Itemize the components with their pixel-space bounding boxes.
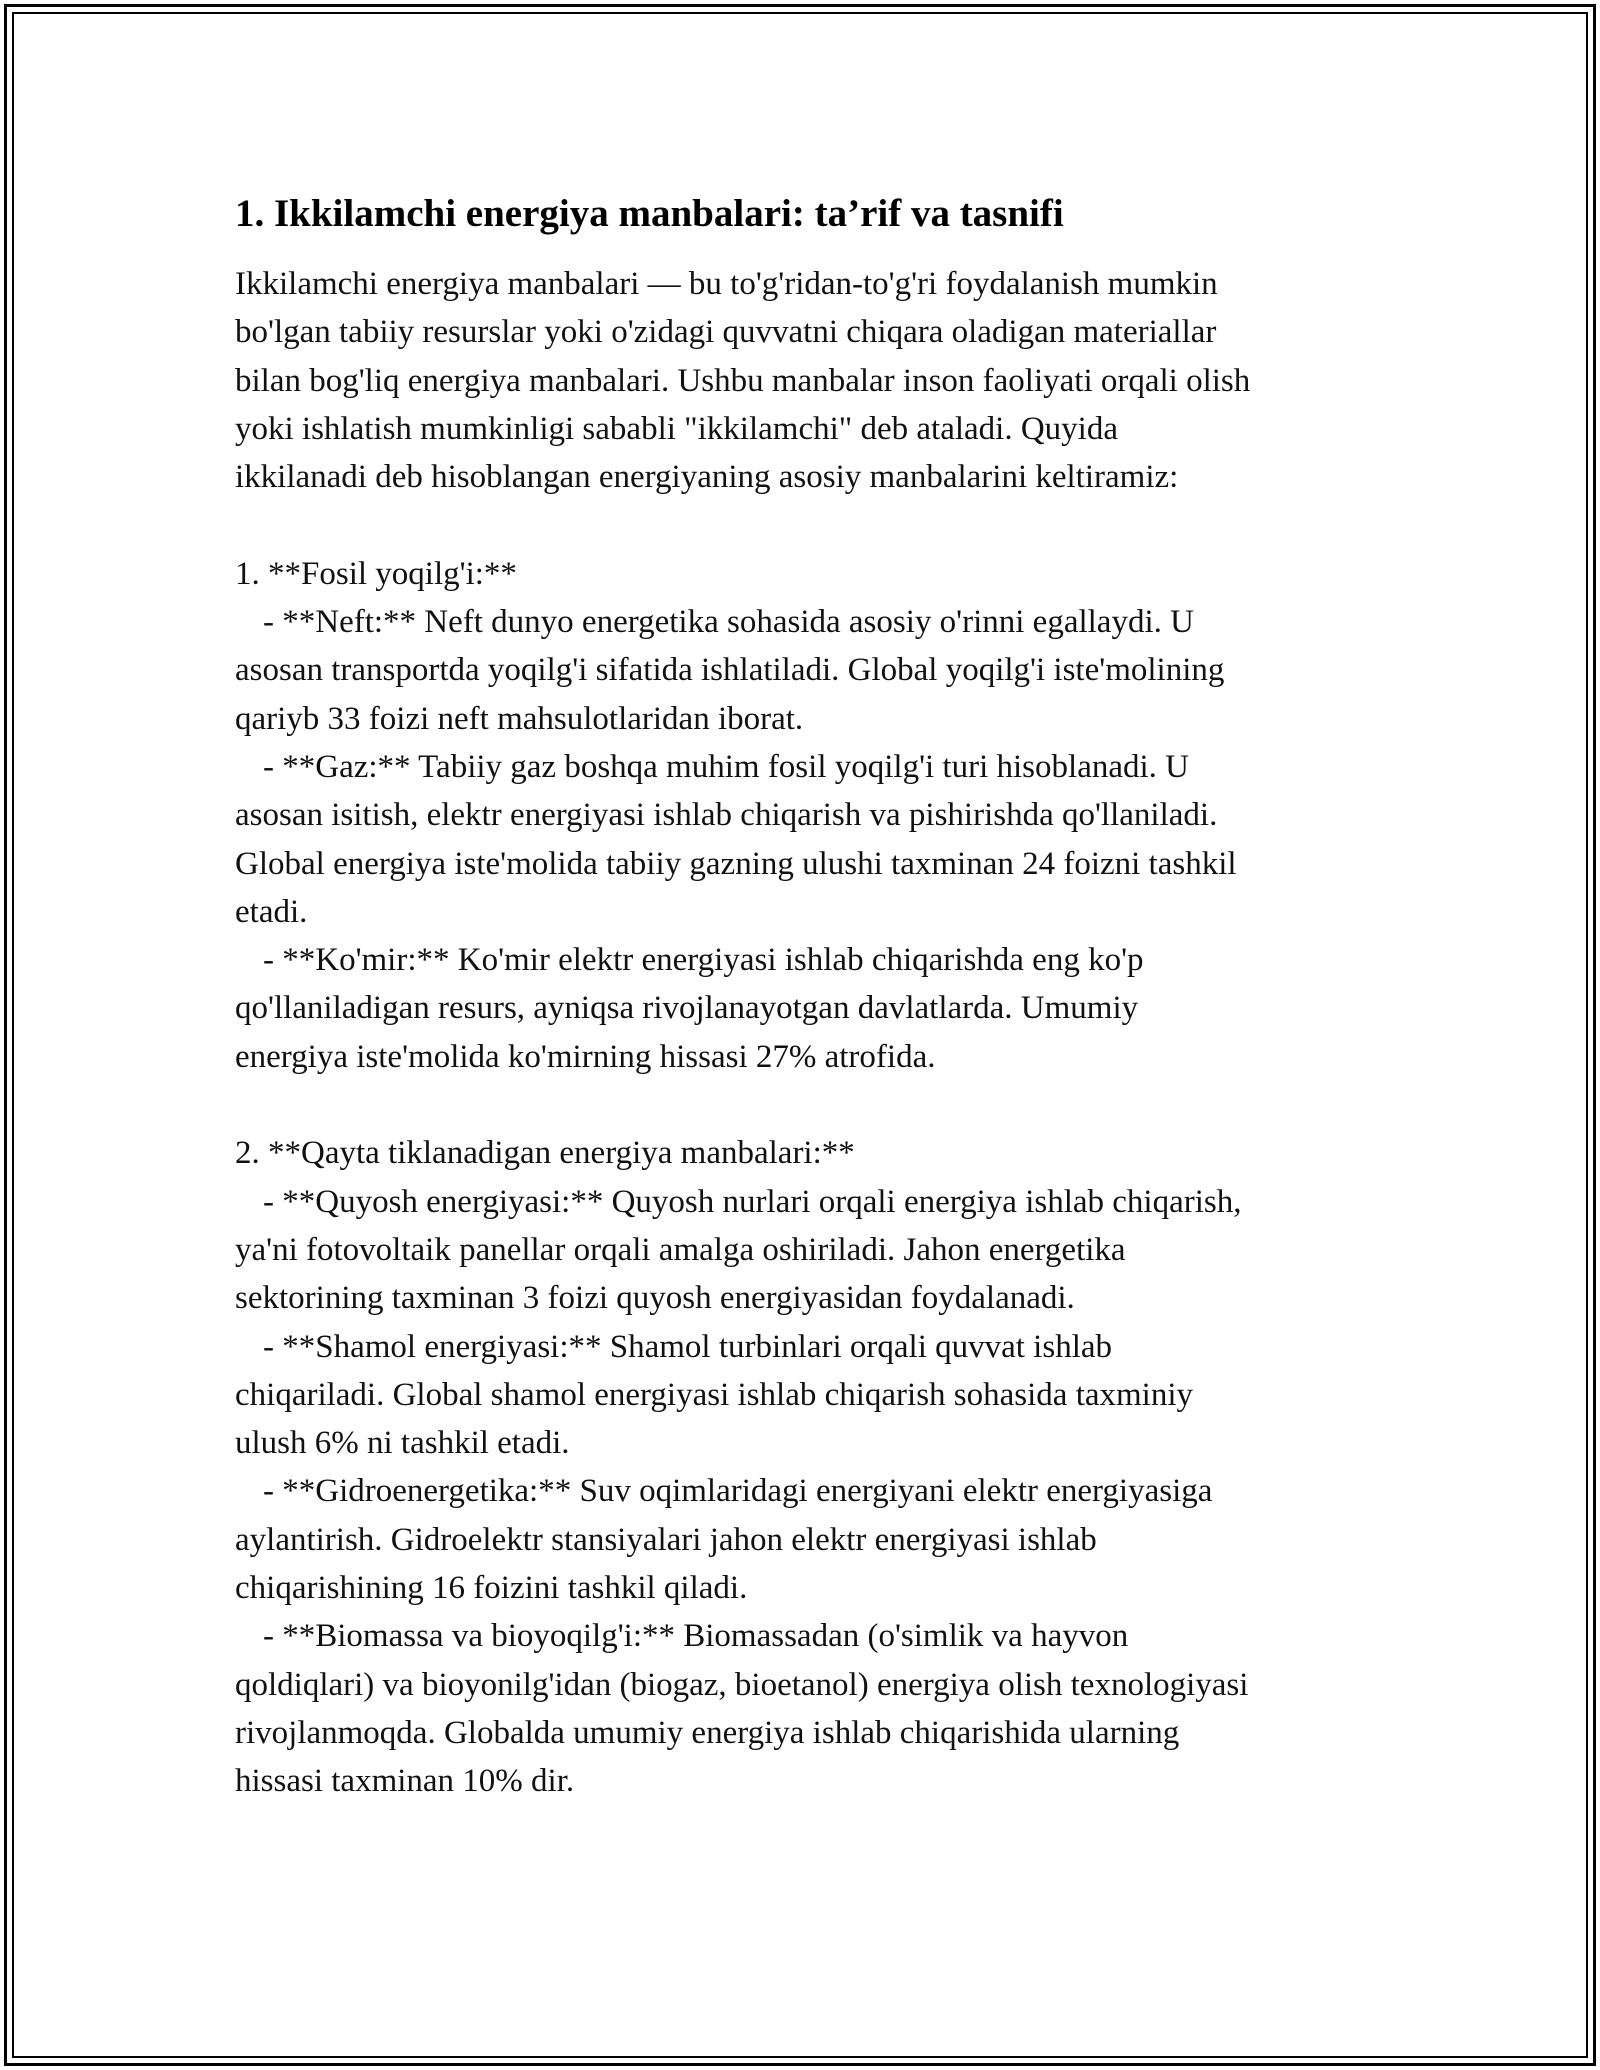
list-item-line: - **Gaz:** Tabiiy gaz boshqa muhim fosil yoqilg'i turi hisoblanadi. U: [263, 748, 1189, 785]
list-item-solar: [235, 1178, 1375, 1323]
blank-line: [235, 501, 1375, 549]
list-item-line: - **Shamol energiyasi:** Shamol turbinlari orqali quvvat ishlab: [263, 1328, 1113, 1365]
list-item-line: aylantirish. Gidroelektr stansiyalari jahon elektr energiyasi ishlab: [235, 1521, 1097, 1558]
intro-line: bo'lgan tabiiy resurslar yoki o'zidagi quvvatni chiqara oladigan materiallar: [235, 314, 1217, 351]
list-item-biomass: [235, 1612, 1375, 1805]
document-body: [235, 186, 1375, 1806]
section-heading: 1. Ikkilamchi energiya manbalari: ta’rif va tasnifi: [235, 192, 1064, 235]
list-item-wind: [235, 1323, 1375, 1468]
list-item-hydro: [235, 1467, 1375, 1612]
list-item-line: qariyb 33 foizi neft mahsulotlaridan iborat.: [235, 700, 804, 737]
list-item-line: Global energiya iste'molida tabiiy gazning ulushi taxminan 24 foizni tashkil: [235, 845, 1237, 882]
blank-line: [235, 1081, 1375, 1129]
list-heading-fossil: 1. **Fosil yoqilg'i:**: [235, 555, 517, 592]
list-item-line: asosan transportda yoqilg'i sifatida ishlatiladi. Global yoqilg'i iste'molining: [235, 652, 1225, 689]
list-item-line: hissasi taxminan 10% dir.: [235, 1763, 575, 1800]
list-item-line: chiqariladi. Global shamol energiyasi ishlab chiqarish sohasida taxminiy: [235, 1376, 1194, 1413]
list-item-line: qo'llaniladigan resurs, ayniqsa rivojlanayotgan davlatlarda. Umumiy: [235, 990, 1139, 1027]
list-item-coal: [235, 936, 1375, 1081]
list-item-line: qoldiqlari) va bioyonilg'idan (biogaz, bioetanol) energiya olish texnologiyasi: [235, 1666, 1249, 1703]
list-item-line: etadi.: [235, 893, 308, 930]
intro-line: yoki ishlatish mumkinligi sababli "ikkilamchi" deb ataladi. Quyida: [235, 410, 1118, 447]
intro-line: bilan bog'liq energiya manbalari. Ushbu manbalar inson faoliyati orqali olish: [235, 362, 1251, 399]
list-item-line: - **Biomassa va bioyoqilg'i:** Biomassadan (o'simlik va hayvon: [263, 1618, 1129, 1655]
list-item-line: - **Quyosh energiyasi:** Quyosh nurlari orqali energiya ishlab chiqarish,: [263, 1183, 1242, 1220]
list-item-line: - **Ko'mir:** Ko'mir elektr energiyasi ishlab chiqarishda eng ko'p: [263, 942, 1144, 979]
list-item-line: chiqarishining 16 foizini tashkil qiladi.: [235, 1570, 748, 1607]
intro-paragraph: [235, 260, 1375, 1806]
list-item-gas: [235, 743, 1375, 936]
list-item-line: energiya iste'molida ko'mirning hissasi 27% atrofida.: [235, 1038, 936, 1075]
intro-line: ikkilanadi deb hisoblangan energiyaning asosiy manbalarini keltiramiz:: [235, 459, 1179, 496]
list-item-line: ya'ni fotovoltaik panellar orqali amalga oshiriladi. Jahon energetika: [235, 1231, 1126, 1268]
intro-line: Ikkilamchi energiya manbalari — bu to'g'ridan-to'g'ri foydalanish mumkin: [235, 266, 1218, 302]
list-item-line: sektorining taxminan 3 foizi quyosh energiyasidan foydalanadi.: [235, 1280, 1075, 1317]
list-item-line: - **Gidroenergetika:** Suv oqimlaridagi energiyani elektr energiyasiga: [263, 1473, 1213, 1510]
list-item-line: rivojlanmoqda. Globalda umumiy energiya ishlab chiqarishida ularning: [235, 1714, 1180, 1751]
list-item-line: asosan isitish, elektr energiyasi ishlab chiqarish va pishirishda qo'llaniladi.: [235, 797, 1218, 834]
list-heading-renewable: 2. **Qayta tiklanadigan energiya manbalari:**: [235, 1135, 855, 1172]
list-item-line: ulush 6% ni tashkil etadi.: [235, 1425, 570, 1462]
list-item-line: - **Neft:** Neft dunyo energetika sohasida asosiy o'rinni egallaydi. U: [263, 604, 1194, 641]
list-item-oil: [235, 598, 1375, 743]
